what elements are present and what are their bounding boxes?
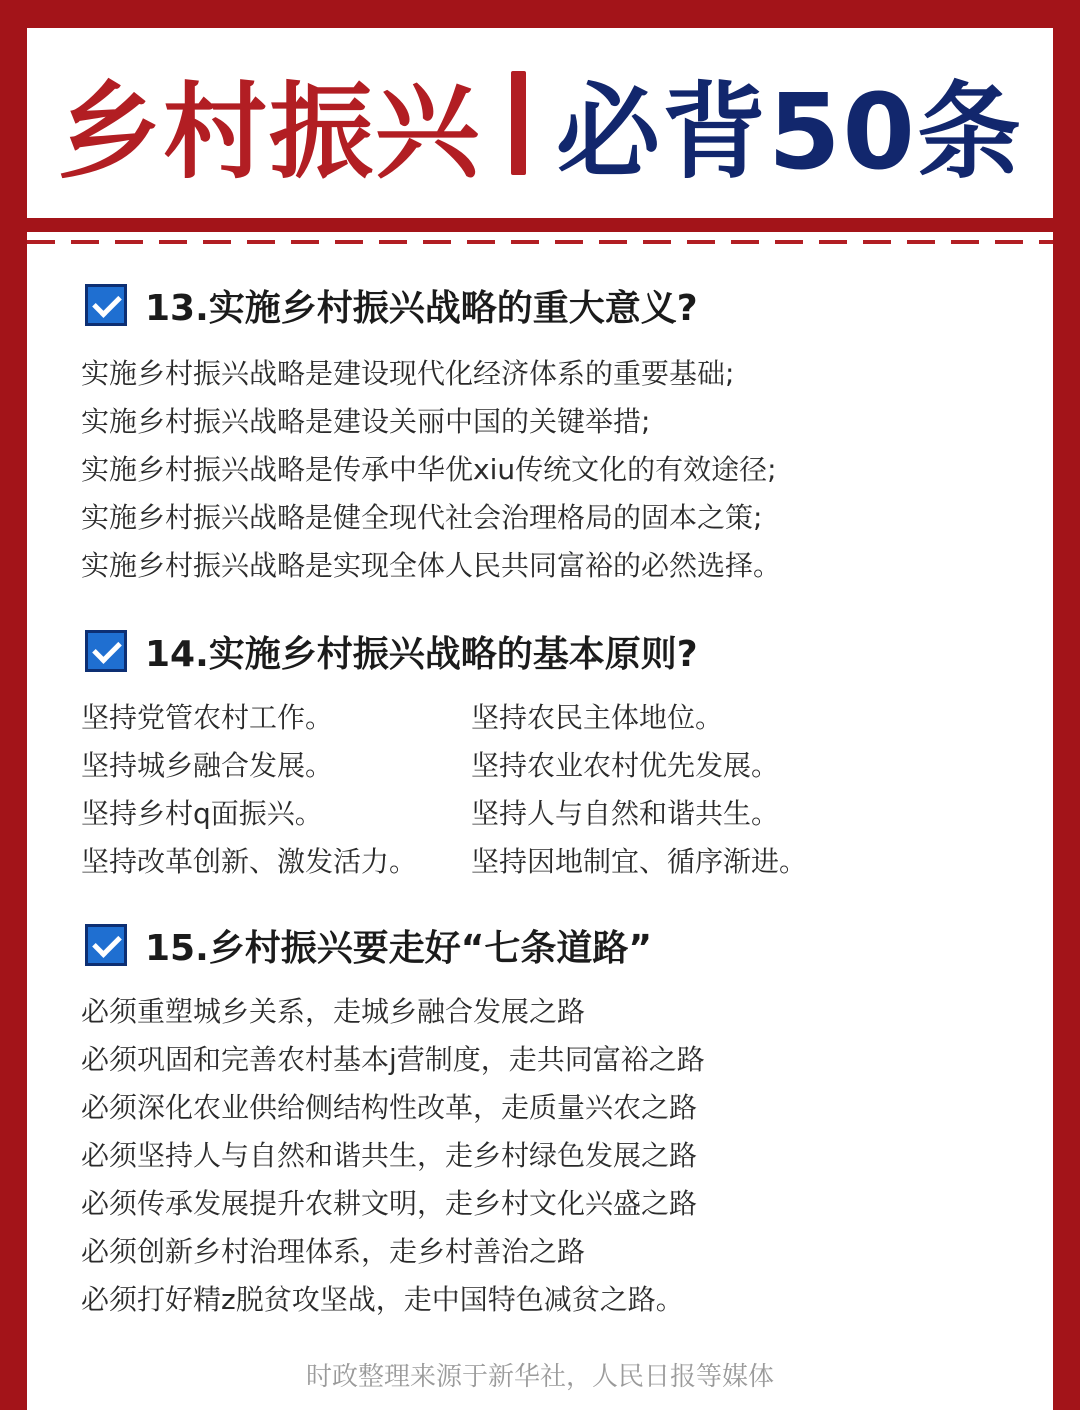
dashed-divider (27, 240, 1053, 244)
checkbox-checked-icon (85, 630, 127, 672)
list-item: 必须传承发展提升农耕文明，走乡村文化兴盛之路 (81, 1187, 698, 1220)
list-item: 实施乡村振兴战略是健全现代社会治理格局的固本之策; (81, 501, 763, 534)
list-item: 必须坚持人与自然和谐共生，走乡村绿色发展之路 (81, 1139, 698, 1172)
title-separator (511, 71, 526, 175)
title-right: 必背50条 (556, 71, 1023, 193)
list-item: 实施乡村振兴战略是建设关丽中国的关键举措; (81, 405, 651, 438)
title-left: 乡村振兴 (57, 71, 482, 193)
list-item: 坚持农业农村优先发展。 (471, 749, 780, 782)
list-item: 坚持乡村q面振兴。 (81, 797, 323, 830)
section-15-list (81, 988, 705, 1324)
section-14-grid (81, 694, 941, 886)
list-item: 坚持人与自然和谐共生。 (471, 797, 780, 830)
section-14-title: 14.实施乡村振兴战略的基本原则? (145, 633, 698, 675)
section-15-title: 15.乡村振兴要走好“七条道路” (145, 927, 653, 969)
list-item: 实施乡村振兴战略是建设现代化经济体系的重要基础; (81, 357, 735, 390)
section-13-list (81, 350, 781, 590)
list-item: 必须深化农业供给侧结构性改革，走质量兴农之路 (81, 1091, 698, 1124)
content-panel (27, 232, 1053, 1410)
list-item: 实施乡村振兴战略是传承中华优xiu传统文化的有效途径; (81, 453, 777, 486)
section-13-title: 13.实施乡村振兴战略的重大意义? (145, 287, 698, 329)
list-item: 实施乡村振兴战略是实现全体人民共同富裕的必然选择。 (81, 549, 782, 582)
list-item: 坚持因地制宜、循序渐进。 (471, 845, 808, 878)
list-item: 必须创新乡村治理体系，走乡村善治之路 (81, 1235, 586, 1268)
checkbox-checked-icon (85, 924, 127, 966)
list-item: 坚持改革创新、激发活力。 (81, 845, 418, 878)
section-15-heading (85, 920, 652, 970)
title-banner (27, 28, 1053, 218)
list-item: 坚持党管农村工作。 (81, 701, 334, 734)
section-14-heading (85, 626, 698, 676)
list-item: 坚持农民主体地位。 (471, 701, 724, 734)
list-item: 必须巩固和完善农村基本j营制度，走共同富裕之路 (81, 1043, 705, 1076)
source-footer: 时政整理来源于新华社，人民日报等媒体 (305, 1362, 774, 1392)
list-item: 必须打好精z脱贫攻坚战，走中国特色减贫之路。 (81, 1283, 684, 1316)
list-item: 坚持城乡融合发展。 (81, 749, 334, 782)
section-13-heading (85, 280, 698, 330)
page-title (27, 28, 1053, 218)
list-item: 必须重塑城乡关系，走城乡融合发展之路 (81, 995, 586, 1028)
checkbox-checked-icon (85, 284, 127, 326)
